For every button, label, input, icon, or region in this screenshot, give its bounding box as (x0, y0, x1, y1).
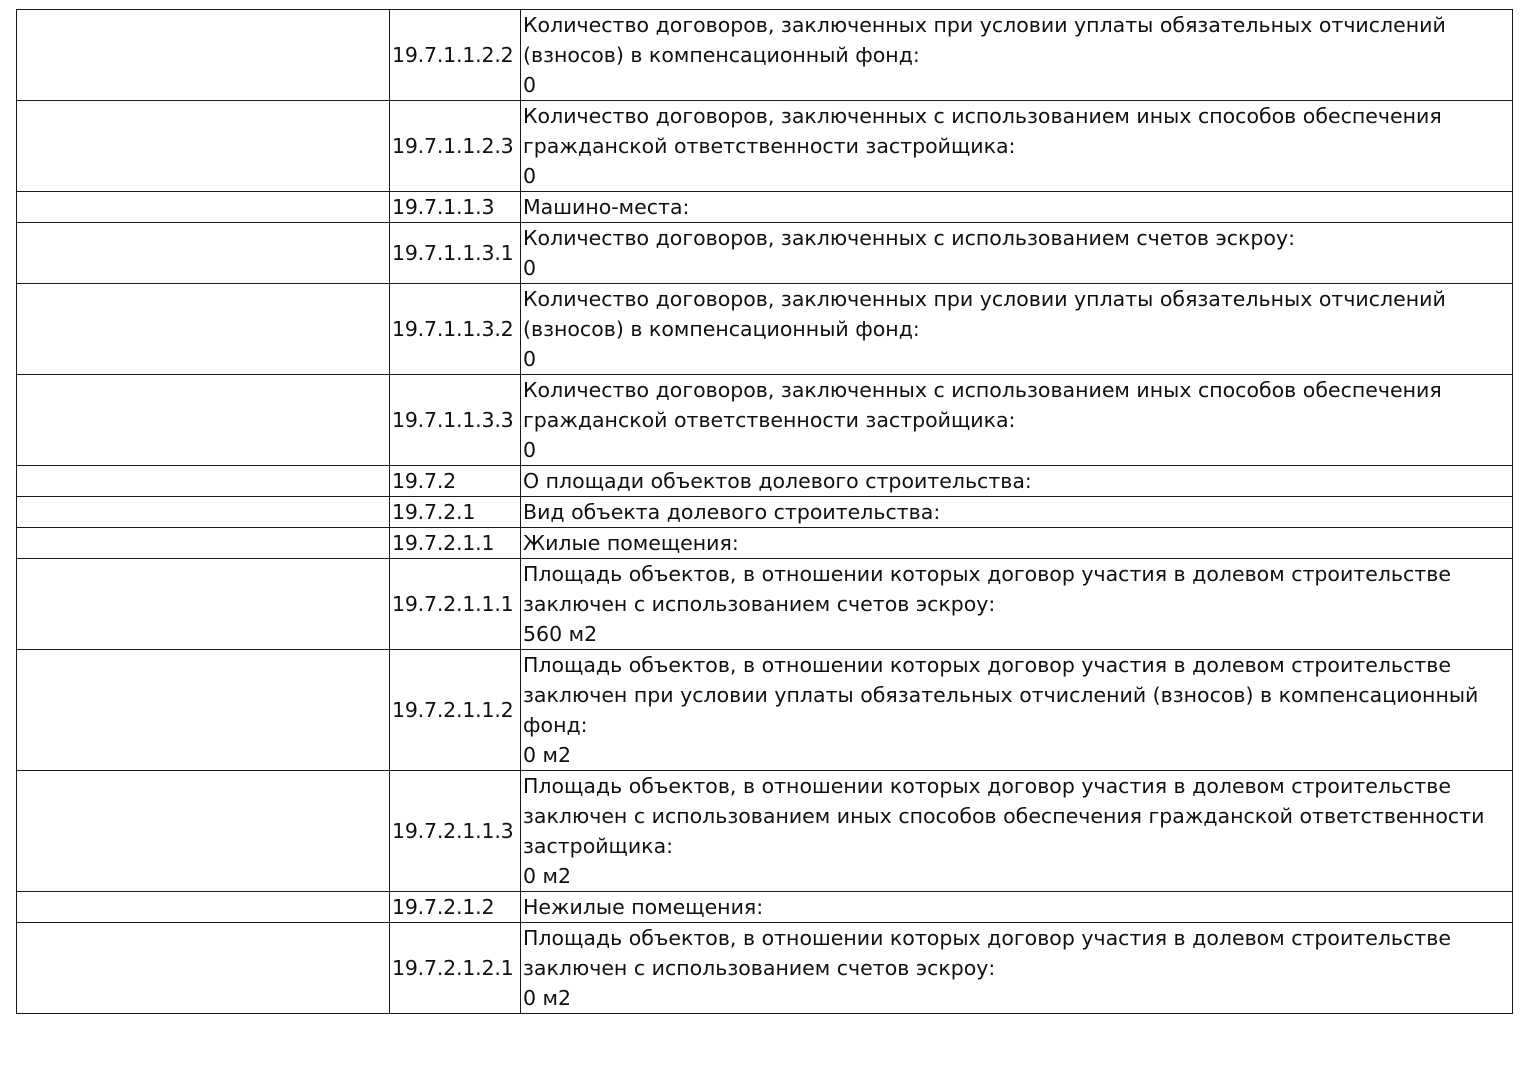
item-label: застройщика: (523, 834, 674, 858)
item-content (521, 375, 1513, 466)
item-label: гражданской ответственности застройщика: (523, 134, 1016, 158)
document-table (16, 9, 1513, 1014)
table-row (17, 284, 1513, 375)
item-label: Количество договоров, заключенных при условии уплаты обязательных отчислений (523, 13, 1446, 37)
item-number: 19.7.2.1.2.1 (390, 923, 521, 1014)
item-content (521, 559, 1513, 650)
item-value: 0 (523, 256, 537, 280)
item-label: заключен с использованием счетов эскроу: (523, 956, 996, 980)
item-label: заключен с использованием иных способов обеспечения гражданской ответственности (523, 804, 1485, 828)
item-label: Жилые помещения: (523, 531, 739, 555)
item-content (521, 192, 1513, 223)
item-number: 19.7.1.1.3.3 (390, 375, 521, 466)
table-body (17, 10, 1513, 1014)
table-row (17, 10, 1513, 101)
empty-cell (17, 284, 390, 375)
item-number: 19.7.1.1.3 (390, 192, 521, 223)
item-value: 0 м2 (523, 743, 572, 767)
table-row (17, 466, 1513, 497)
empty-cell (17, 466, 390, 497)
item-number: 19.7.1.1.3.1 (390, 223, 521, 284)
item-content (521, 650, 1513, 771)
empty-cell (17, 892, 390, 923)
item-content (521, 892, 1513, 923)
item-content (521, 10, 1513, 101)
item-content (521, 284, 1513, 375)
table-row (17, 923, 1513, 1014)
item-number: 19.7.2.1 (390, 497, 521, 528)
item-number: 19.7.1.1.2.2 (390, 10, 521, 101)
item-value: 0 м2 (523, 986, 572, 1010)
item-number: 19.7.2.1.2 (390, 892, 521, 923)
empty-cell (17, 559, 390, 650)
item-label: Площадь объектов, в отношении которых договор участия в долевом строительстве (523, 562, 1451, 586)
item-content (521, 101, 1513, 192)
empty-cell (17, 923, 390, 1014)
item-label: заключен при условии уплаты обязательных отчислений (взносов) в компенсационный (523, 683, 1479, 707)
item-content (521, 466, 1513, 497)
item-number: 19.7.2 (390, 466, 521, 497)
empty-cell (17, 650, 390, 771)
table-row (17, 101, 1513, 192)
item-label: заключен с использованием счетов эскроу: (523, 592, 996, 616)
item-label: гражданской ответственности застройщика: (523, 408, 1016, 432)
item-number: 19.7.1.1.2.3 (390, 101, 521, 192)
item-label: Площадь объектов, в отношении которых договор участия в долевом строительстве (523, 653, 1451, 677)
item-content (521, 223, 1513, 284)
item-label: (взносов) в компенсационный фонд: (523, 43, 920, 67)
table-row (17, 375, 1513, 466)
table-row (17, 192, 1513, 223)
item-content (521, 923, 1513, 1014)
empty-cell (17, 192, 390, 223)
table-row (17, 528, 1513, 559)
item-label: Количество договоров, заключенных с использованием иных способов обеспечения (523, 104, 1442, 128)
item-number: 19.7.1.1.3.2 (390, 284, 521, 375)
item-label: Количество договоров, заключенных с использованием иных способов обеспечения (523, 378, 1442, 402)
item-value: 0 м2 (523, 864, 572, 888)
item-label: Количество договоров, заключенных с использованием счетов эскроу: (523, 226, 1295, 250)
table-row (17, 650, 1513, 771)
item-label: Нежилые помещения: (523, 895, 764, 919)
empty-cell (17, 375, 390, 466)
item-label: фонд: (523, 713, 588, 737)
item-value: 0 (523, 164, 537, 188)
item-number: 19.7.2.1.1.3 (390, 771, 521, 892)
table-row (17, 223, 1513, 284)
item-label: Машино-места: (523, 195, 690, 219)
item-content (521, 528, 1513, 559)
empty-cell (17, 223, 390, 284)
item-value: 0 (523, 438, 537, 462)
item-value: 560 м2 (523, 622, 598, 646)
item-value: 0 (523, 347, 537, 371)
item-label: Площадь объектов, в отношении которых договор участия в долевом строительстве (523, 926, 1451, 950)
empty-cell (17, 101, 390, 192)
item-label: Площадь объектов, в отношении которых договор участия в долевом строительстве (523, 774, 1451, 798)
table-row (17, 497, 1513, 528)
empty-cell (17, 497, 390, 528)
empty-cell (17, 771, 390, 892)
item-number: 19.7.2.1.1 (390, 528, 521, 559)
item-content (521, 771, 1513, 892)
item-label: Вид объекта долевого строительства: (523, 500, 941, 524)
item-label: О площади объектов долевого строительства: (523, 469, 1032, 493)
item-number: 19.7.2.1.1.2 (390, 650, 521, 771)
table-row (17, 892, 1513, 923)
item-label: Количество договоров, заключенных при условии уплаты обязательных отчислений (523, 287, 1446, 311)
empty-cell (17, 10, 390, 101)
table-row (17, 559, 1513, 650)
item-content (521, 497, 1513, 528)
item-label: (взносов) в компенсационный фонд: (523, 317, 920, 341)
item-number: 19.7.2.1.1.1 (390, 559, 521, 650)
table-row (17, 771, 1513, 892)
empty-cell (17, 528, 390, 559)
item-value: 0 (523, 73, 537, 97)
